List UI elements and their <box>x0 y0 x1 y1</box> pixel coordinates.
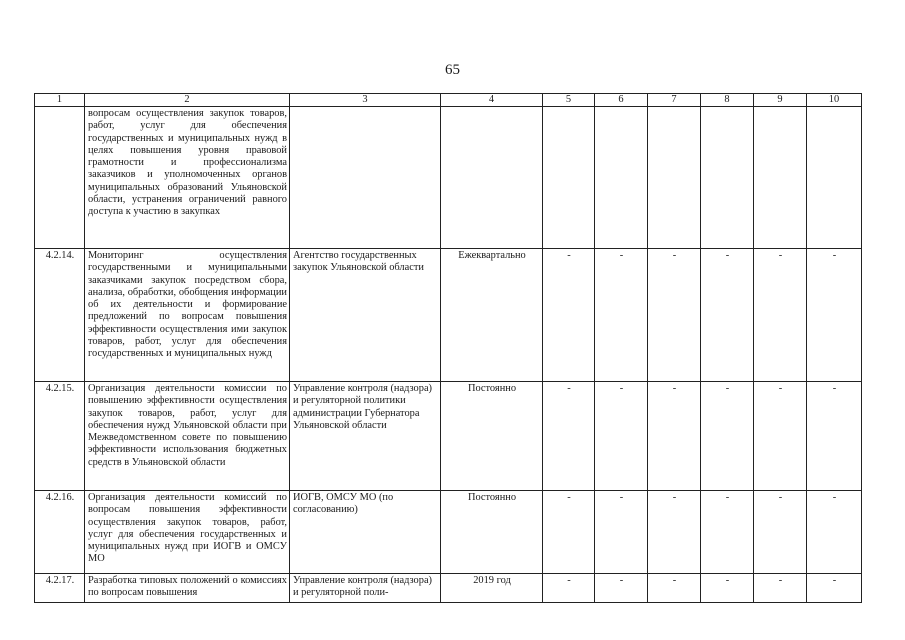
item-executor: Управление контроля (надзора) и регуляторной политики администрации Губернатора Ульяновской области <box>290 382 441 491</box>
item-term: Постоянно <box>441 491 543 574</box>
item-description: Организация деятельности комиссий по вопросам повышения эффективности осуществления закупок товаров, работ, услуг для обеспечения государственных и муниципальных нужд при ИОГВ и ОМСУ МО <box>85 491 290 574</box>
item-number <box>35 107 85 249</box>
column-header: 4 <box>441 94 543 107</box>
item-value: - <box>543 382 595 491</box>
table-row <box>35 491 862 574</box>
item-value: - <box>648 382 701 491</box>
item-number: 4.2.17. <box>35 574 85 603</box>
column-header: 8 <box>701 94 754 107</box>
item-value: - <box>754 574 807 603</box>
item-value: - <box>543 491 595 574</box>
column-header: 1 <box>35 94 85 107</box>
item-value: - <box>543 574 595 603</box>
column-header: 3 <box>290 94 441 107</box>
item-value <box>543 107 595 249</box>
item-value: - <box>807 491 862 574</box>
item-term: Ежеквартально <box>441 249 543 382</box>
item-value <box>701 107 754 249</box>
item-value: - <box>754 249 807 382</box>
item-executor: Управление контроля (надзора) и регуляторной поли- <box>290 574 441 603</box>
column-header: 9 <box>754 94 807 107</box>
column-header: 6 <box>595 94 648 107</box>
table-row <box>35 382 862 491</box>
item-value <box>754 107 807 249</box>
item-value: - <box>595 382 648 491</box>
column-header: 5 <box>543 94 595 107</box>
table-row <box>35 574 862 603</box>
item-description: вопросам осуществления закупок товаров, работ, услуг для обеспечения государственных и муниципальных нужд в целях повышения уровня правовой грамотности и профессионализма заказчиков и уполномоченных органов муниципальных образований Ульяновской области, устранения ограничений равного доступа к участию в закупках <box>85 107 290 249</box>
table-row <box>35 249 862 382</box>
item-value: - <box>648 249 701 382</box>
item-executor <box>290 107 441 249</box>
item-term: Постоянно <box>441 382 543 491</box>
item-value <box>648 107 701 249</box>
header-row <box>35 94 862 107</box>
item-value: - <box>701 382 754 491</box>
column-header: 2 <box>85 94 290 107</box>
item-description: Мониторинг осуществления государственными и муниципальными заказчиками закупок посредством сбора, анализа, обработки, обобщения информации об их деятельности и формирование предложений по вопросам повышения эффективности осуществления ими закупок товаров, работ, услуг для обеспечения государственных и муниципальных нужд <box>85 249 290 382</box>
table-row <box>35 107 862 249</box>
item-term: 2019 год <box>441 574 543 603</box>
item-executor: Агентство государственных закупок Ульяновской области <box>290 249 441 382</box>
measures-table <box>34 93 862 603</box>
column-header: 7 <box>648 94 701 107</box>
item-value: - <box>754 382 807 491</box>
item-value: - <box>807 382 862 491</box>
item-number: 4.2.14. <box>35 249 85 382</box>
item-value: - <box>595 249 648 382</box>
item-value: - <box>595 491 648 574</box>
item-value: - <box>543 249 595 382</box>
item-number: 4.2.15. <box>35 382 85 491</box>
item-value: - <box>807 249 862 382</box>
item-value: - <box>807 574 862 603</box>
page-number: 65 <box>445 62 460 78</box>
item-value: - <box>701 249 754 382</box>
item-value: - <box>595 574 648 603</box>
column-header: 10 <box>807 94 862 107</box>
item-value: - <box>648 574 701 603</box>
item-executor: ИОГВ, ОМСУ МО (по согласованию) <box>290 491 441 574</box>
item-value: - <box>701 491 754 574</box>
item-number: 4.2.16. <box>35 491 85 574</box>
item-value: - <box>648 491 701 574</box>
item-description: Разработка типовых положений о комиссиях по вопросам повышения <box>85 574 290 603</box>
item-description: Организация деятельности комиссии по повышению эффективности осуществления закупок товаров, работ, услуг для обеспечения нужд Ульяновской области при Межведомственном совете по повышению эффективности использования бюджетных средств в Ульяновской области <box>85 382 290 491</box>
item-term <box>441 107 543 249</box>
item-value: - <box>754 491 807 574</box>
item-value <box>595 107 648 249</box>
item-value <box>807 107 862 249</box>
item-value: - <box>701 574 754 603</box>
